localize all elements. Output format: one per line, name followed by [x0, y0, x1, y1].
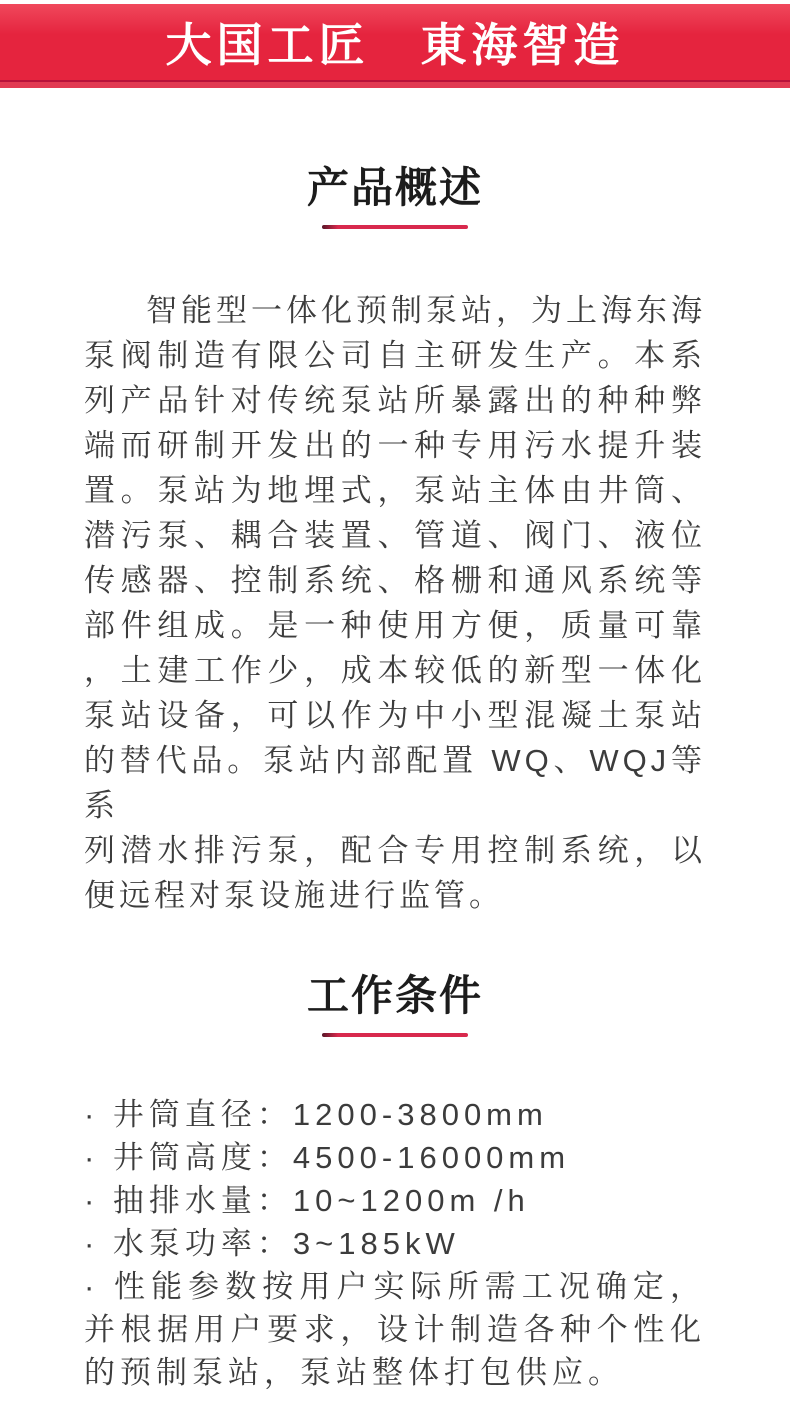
text-line: · 水泵功率：3~185kW	[84, 1226, 460, 1261]
text-line: 端而研制开发出的一种专用污水提升装	[84, 428, 706, 463]
text-line: · 井筒高度：4500-16000mm	[84, 1140, 571, 1175]
list-item	[84, 1222, 706, 1265]
list-item	[84, 1136, 706, 1179]
text-line: · 井筒直径：1200-3800mm	[84, 1097, 548, 1132]
list-item	[84, 1179, 706, 1222]
text-line: · 性能参数按用户实际所需工况确定，	[84, 1269, 706, 1304]
conditions-section	[0, 972, 790, 1394]
text-line: ，土建工作少，成本较低的新型一体化	[84, 653, 706, 688]
conditions-list	[84, 1093, 706, 1394]
text-line: 部件组成。是一种使用方便，质量可靠	[84, 608, 706, 643]
overview-title-underline	[322, 225, 468, 229]
text-line: 并根据用户要求，设计制造各种个性化	[84, 1312, 706, 1347]
text-line: 列潜水排污泵，配合专用控制系统，以	[84, 833, 706, 868]
list-item	[84, 1093, 706, 1136]
text-line: 泵阀制造有限公司自主研发生产。本系	[84, 338, 706, 373]
text-line: 泵站设备，可以作为中小型混凝土泵站	[84, 698, 706, 733]
text-line: 便远程对泵设施进行监管。	[84, 878, 504, 913]
list-item	[84, 1265, 706, 1394]
text-line: 传感器、控制系统、格栅和通风系统等	[84, 563, 706, 598]
text-line: 列产品针对传统泵站所暴露出的种种弊	[84, 383, 706, 418]
conditions-title-underline	[322, 1033, 468, 1037]
header-banner	[0, 4, 790, 82]
conditions-section-title: 工作条件	[306, 972, 483, 1019]
banner-title: 大国工匠 東海智造	[165, 19, 625, 71]
text-line: · 抽排水量：10~1200m /h	[84, 1183, 530, 1218]
banner-bottom-strip	[0, 82, 790, 88]
text-line: 的替代品。泵站内部配置 WQ、WQJ等系	[84, 743, 706, 823]
text-line: 潜污泵、耦合装置、管道、阀门、液位	[84, 518, 706, 553]
overview-section	[0, 164, 790, 918]
text-line: 置。泵站为地埋式，泵站主体由井筒、	[84, 473, 706, 508]
overview-section-title: 产品概述	[306, 164, 483, 211]
text-line: 智能型一体化预制泵站，为上海东海	[146, 293, 706, 328]
overview-paragraph	[84, 288, 706, 918]
text-line: 的预制泵站，泵站整体打包供应。	[84, 1355, 624, 1390]
